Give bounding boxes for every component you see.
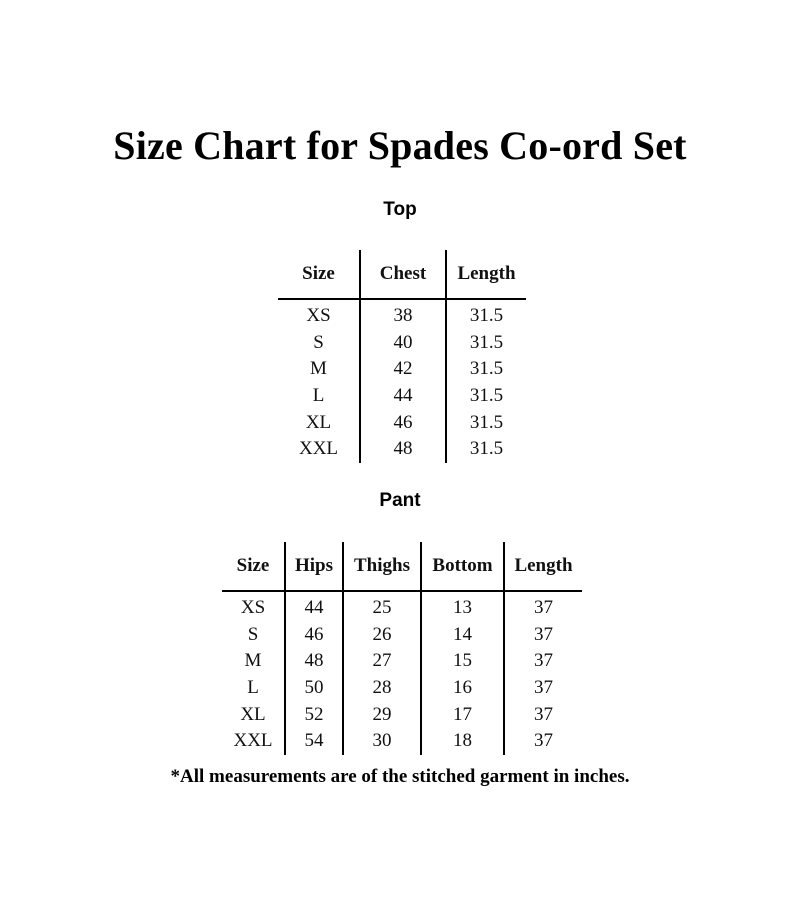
table-cell: 44: [360, 383, 446, 410]
table-cell: 16: [421, 675, 504, 702]
table-row: [278, 436, 526, 463]
column-header: Hips: [285, 542, 343, 591]
table-cell: 31.5: [446, 436, 526, 463]
top-size-table: [278, 250, 526, 463]
table-cell: 42: [360, 356, 446, 383]
table-cell: 31.5: [446, 330, 526, 357]
table-cell: 26: [343, 622, 421, 649]
pant-size-table: [222, 542, 582, 755]
table-cell: 37: [504, 675, 582, 702]
table-cell: 18: [421, 728, 504, 755]
table-cell: 50: [285, 675, 343, 702]
table-cell: 31.5: [446, 299, 526, 330]
table-header-row: [222, 542, 582, 591]
table-cell: S: [247, 623, 259, 645]
table-cell: 52: [285, 701, 343, 728]
table-cell: 37: [504, 728, 582, 755]
table-cell: 40: [360, 330, 446, 357]
table-cell: 44: [285, 591, 343, 622]
measurement-footnote: *All measurements are of the stitched garment in inches.: [170, 766, 630, 787]
table-cell: 31.5: [446, 383, 526, 410]
table-cell: XL: [305, 411, 332, 433]
table-cell: 27: [343, 648, 421, 675]
table-cell: XXL: [298, 438, 339, 460]
table-cell: 37: [504, 701, 582, 728]
table-cell: S: [313, 331, 324, 353]
table-cell: 48: [285, 648, 343, 675]
table-row: [222, 648, 582, 675]
table-row: [278, 330, 526, 357]
page-title: Size Chart for Spades Co-ord Set: [113, 123, 687, 168]
table-cell: L: [247, 677, 259, 699]
table-row: [222, 591, 582, 622]
table-cell: 46: [360, 409, 446, 436]
column-header: Bottom: [421, 542, 504, 591]
table-row: [222, 701, 582, 728]
table-cell: L: [312, 385, 325, 407]
table-row: [278, 356, 526, 383]
top-section-title: Top: [383, 199, 417, 220]
table-cell: M: [310, 358, 327, 380]
column-header: Length: [446, 250, 526, 299]
column-header: Length: [504, 542, 582, 591]
column-header: Size: [278, 250, 360, 299]
table-cell: 46: [285, 622, 343, 649]
table-cell: 28: [343, 675, 421, 702]
table-header-row: [278, 250, 526, 299]
column-header: Size: [222, 542, 285, 591]
table-cell: 17: [421, 701, 504, 728]
table-cell: 31.5: [446, 409, 526, 436]
table-cell: 13: [421, 591, 504, 622]
table-cell: XL: [240, 703, 266, 725]
table-cell: 38: [360, 299, 446, 330]
table-cell: 37: [504, 591, 582, 622]
table-cell: XS: [240, 597, 266, 619]
column-header: Thighs: [343, 542, 421, 591]
table-row: [278, 383, 526, 410]
table-row: [278, 299, 526, 330]
table-cell: 14: [421, 622, 504, 649]
table-cell: 29: [343, 701, 421, 728]
table-cell: XXL: [233, 730, 273, 752]
column-header: Chest: [360, 250, 446, 299]
table-row: [222, 622, 582, 649]
table-row: [222, 675, 582, 702]
table-cell: 30: [343, 728, 421, 755]
table-cell: 15: [421, 648, 504, 675]
pant-section-title: Pant: [379, 490, 421, 511]
table-cell: 31.5: [446, 356, 526, 383]
table-cell: 54: [285, 728, 343, 755]
table-cell: 37: [504, 648, 582, 675]
table-row: [278, 409, 526, 436]
table-cell: 37: [504, 622, 582, 649]
table-cell: M: [244, 650, 262, 672]
table-cell: 25: [343, 591, 421, 622]
table-cell: 48: [360, 436, 446, 463]
table-row: [222, 728, 582, 755]
table-cell: XS: [306, 305, 331, 327]
